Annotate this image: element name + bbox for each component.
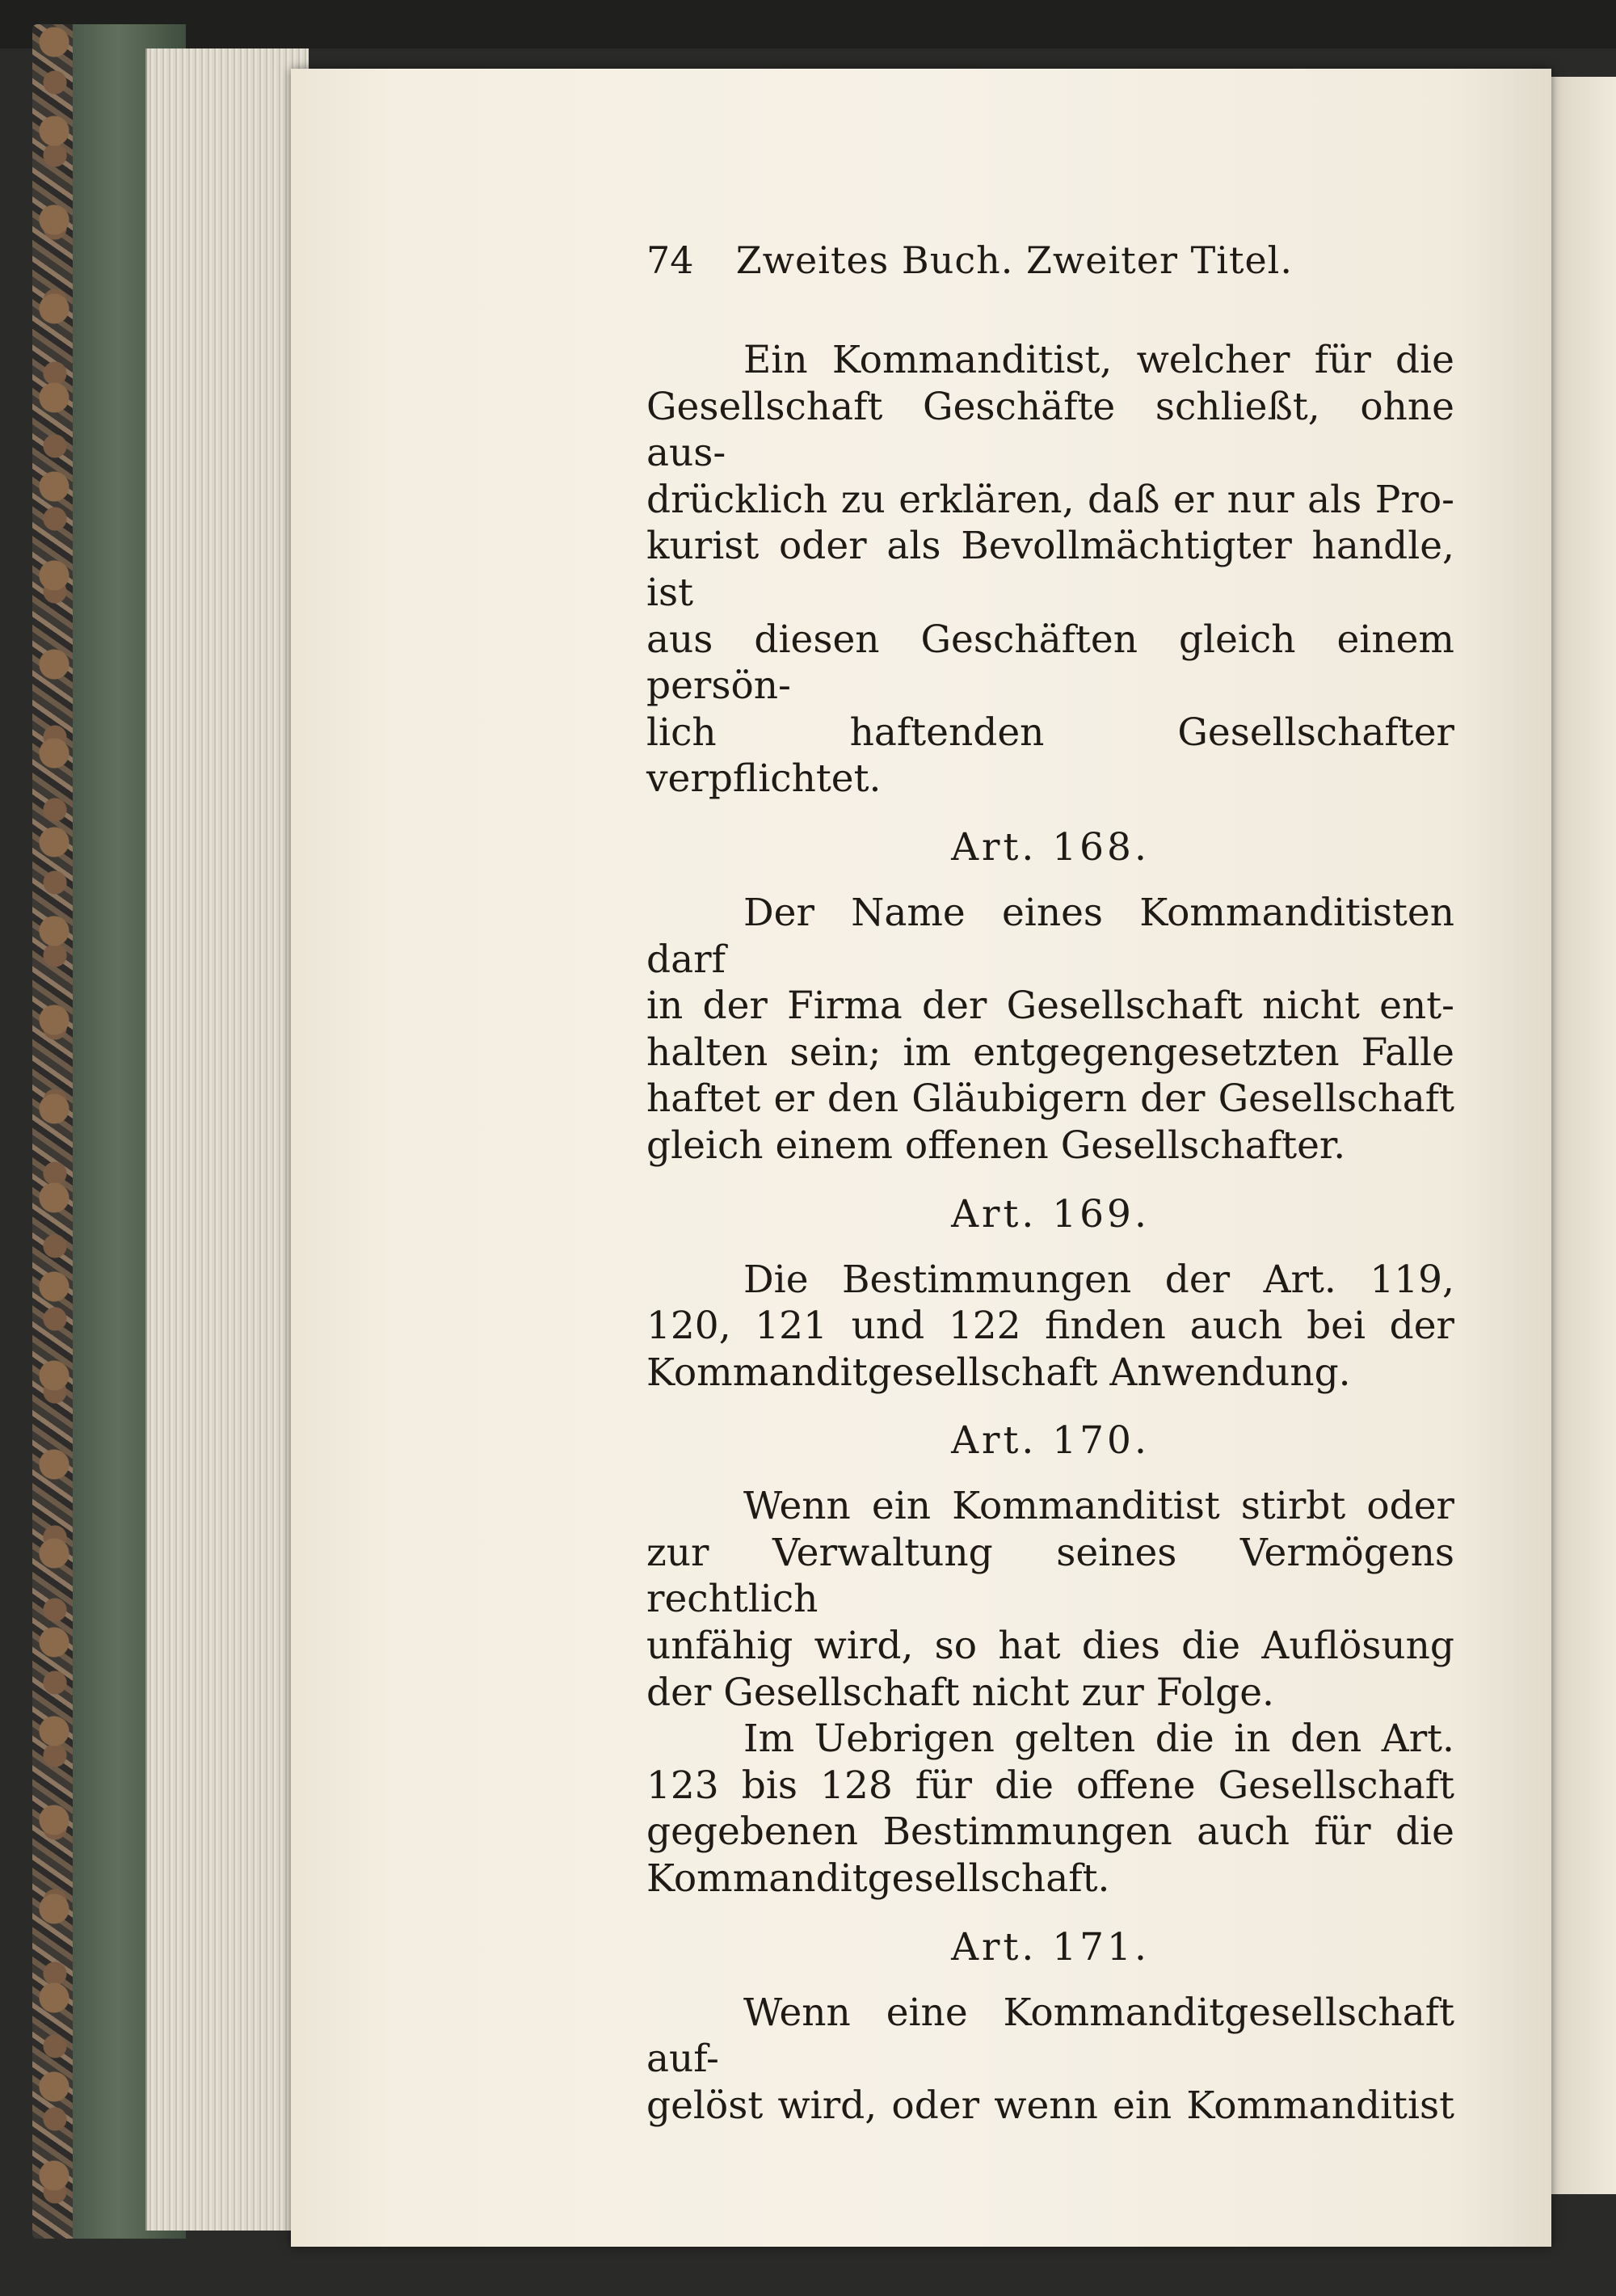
paragraph [646,1483,1454,1716]
page-edges [145,48,309,2231]
text-line: haftet er den Gläubigern der Gesellschaft [646,1076,1454,1122]
text-line: halten sein; im entgegengesetzten Falle [646,1030,1454,1075]
text-line: drücklich zu erklären, daß er nur als Pro- [646,477,1454,522]
text-line: gleich einem offenen Gesellschafter. [646,1123,1346,1168]
text-line: gelöst wird, oder wenn ein Kommanditist [646,2083,1454,2128]
article-heading: Art. 169. [951,1191,1150,1236]
paragraph [646,1257,1454,1397]
text-line: Wenn ein Kommanditist stirbt oder [743,1484,1454,1529]
text-line: kurist oder als Bevollmächtigter handle, ist [646,524,1454,615]
text-line: zur Verwaltung seines Vermögens rechtlich [646,1530,1454,1622]
text-line: Kommanditgesellschaft. [646,1856,1110,1902]
text-line: 120, 121 und 122 finden auch bei der [646,1304,1454,1349]
text-line: gegebenen Bestimmungen auch für die [646,1809,1454,1855]
page-number: 74 [646,238,694,282]
paragraph [646,890,1454,1169]
scan-background [0,0,1616,48]
text-line: Kommanditgesellschaft Anwendung. [646,1350,1351,1395]
paragraph [646,1716,1454,1902]
text-line: Gesellschaft Geschäfte schließt, ohne aus- [646,384,1454,476]
text-line: aus diesen Geschäften gleich einem persön- [646,617,1454,709]
page-text [646,238,1454,2129]
text-line: Der Name eines Kommanditisten darf [646,890,1454,982]
article-heading: Art. 170. [951,1418,1150,1464]
running-title: Zweites Buch. Zweiter Titel. [735,238,1293,282]
text-line: unfähig wird, so hat dies die Auflösung [646,1624,1454,1669]
text-line: Ein Kommanditist, welcher für die [743,338,1454,382]
running-head [646,238,1293,290]
text-line: Wenn eine Kommanditgesellschaft auf- [646,1990,1454,2082]
article-heading: Art. 171. [951,1924,1150,1970]
text-line: in der Firma der Gesellschaft nicht ent- [646,984,1454,1029]
paragraph [646,337,1454,803]
text-line: lich haftenden Gesellschafter verpflichtet. [646,710,1454,802]
text-line: der Gesellschaft nicht zur Folge. [646,1670,1274,1715]
text-line: 123 bis 128 für die offene Gesellschaft [646,1763,1454,1808]
text-line: Die Bestimmungen der Art. 119, [743,1257,1454,1302]
article-heading: Art. 168. [951,824,1150,870]
page-content [646,337,1454,2129]
text-line: Im Uebrigen gelten die in den Art. [743,1717,1454,1762]
paragraph [646,1990,1454,2130]
